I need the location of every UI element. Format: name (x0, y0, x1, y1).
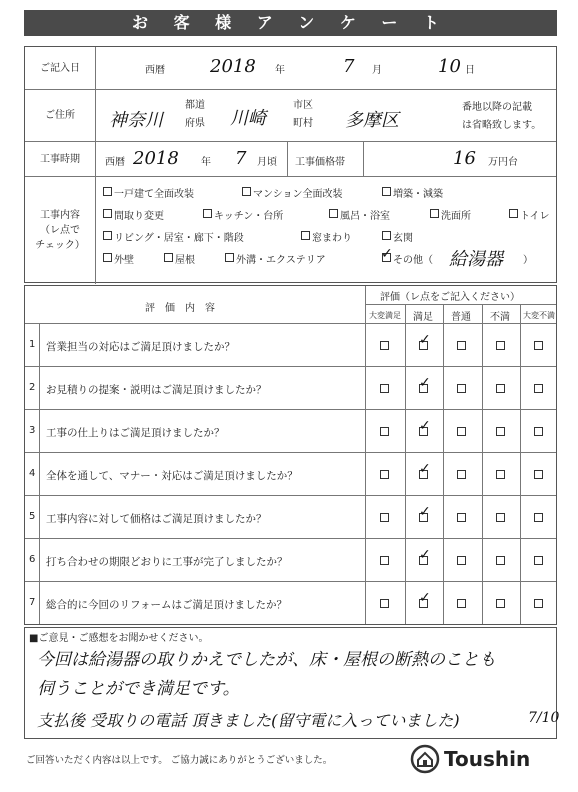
check-mark-icon: ✓ (419, 418, 431, 434)
rating-checkbox[interactable] (457, 341, 466, 350)
level-label: 普通 (451, 312, 471, 323)
house-logo-icon (410, 744, 440, 774)
rating-checkbox[interactable] (380, 384, 389, 393)
level-label: 大変満足 (369, 311, 401, 320)
level-label: 満足 (413, 312, 433, 323)
price-divider (363, 142, 364, 176)
rating-checkbox[interactable] (380, 427, 389, 436)
date-month-unit: 月 (372, 65, 382, 76)
work-label-2: （レ点で (39, 225, 80, 236)
check-mark-icon: ✓ (419, 375, 431, 391)
period-divider (287, 142, 288, 176)
check-mark-icon: ✓ (419, 332, 431, 348)
toushin-logo (410, 744, 530, 774)
evaluation-row (25, 324, 556, 367)
header-divider (365, 304, 556, 305)
level-label: 大変不満 (523, 311, 555, 320)
rating-checkbox[interactable] (534, 599, 543, 608)
period-label: 工事時期 (25, 142, 96, 176)
rating-checkbox[interactable] (457, 513, 466, 522)
checkbox[interactable] (164, 253, 173, 262)
address-ward-value[interactable]: 多摩区 (345, 110, 399, 131)
question-text: 総合的に今回のリフォームはご満足頂けましたか？ (46, 599, 287, 611)
work-option: リビング・居室・廊下・階段 (114, 233, 244, 244)
date-day-unit: 日 (465, 65, 475, 76)
date-year-value[interactable]: 2018 (210, 56, 256, 77)
question-number: 7 (29, 597, 36, 608)
question-text: 工事の仕上りはご満足頂けましたか？ (46, 427, 225, 439)
work-option: 一戸建て全面改装 (114, 189, 194, 200)
question-text: お見積りの提案・説明はご満足頂けましたか？ (46, 384, 267, 396)
work-option: トイレ (520, 211, 550, 222)
address-city-value[interactable]: 川崎 (230, 108, 266, 129)
evaluation-row (25, 367, 556, 410)
evaluation-row (25, 582, 556, 625)
rating-checkbox[interactable] (380, 470, 389, 479)
work-label-1: 工事内容 (39, 210, 80, 221)
rating-checkbox[interactable] (496, 427, 505, 436)
work-option-other: その他（ (393, 255, 433, 266)
evaluation-header (25, 286, 556, 324)
city-label-top: 市区 (293, 100, 313, 111)
address-note-2: は省略致します。 (462, 120, 542, 131)
work-option: 外溝・エクステリア (236, 255, 326, 266)
survey-title: お 客 様 ア ン ケ ー ト (24, 10, 557, 36)
rating-checkbox[interactable] (534, 556, 543, 565)
date-era: 西暦 (145, 65, 165, 76)
rating-checkbox[interactable] (457, 599, 466, 608)
rating-checkbox[interactable] (457, 384, 466, 393)
rating-checkbox[interactable] (496, 341, 505, 350)
rating-checkbox[interactable] (496, 470, 505, 479)
pref-label-bottom: 府県 (185, 118, 205, 129)
checkbox[interactable] (242, 187, 251, 196)
checkbox[interactable] (329, 209, 338, 218)
date-label: ご記入日 (25, 47, 96, 89)
customer-info-form (24, 46, 557, 283)
comments-label: ■ご意見・ご感想をお聞かせください。 (29, 633, 209, 644)
checkbox[interactable] (509, 209, 518, 218)
question-number: 3 (29, 425, 36, 436)
header-label: 評 価 内 容 (145, 303, 215, 314)
checkbox[interactable] (103, 231, 112, 240)
evaluation-row (25, 496, 556, 539)
address-row (25, 90, 556, 142)
rating-checkbox[interactable] (534, 470, 543, 479)
logo-text: Toushin (444, 747, 531, 771)
rating-checkbox[interactable] (534, 427, 543, 436)
header-rating: 評価（レ点をご記入ください） (380, 292, 520, 303)
work-label-3: チェック） (35, 240, 85, 251)
price-label: 工事価格帯 (295, 157, 345, 168)
work-option: 玄関 (393, 233, 413, 244)
rating-checkbox[interactable] (380, 599, 389, 608)
checkbox[interactable] (382, 231, 391, 240)
evaluation-row (25, 539, 556, 582)
rating-checkbox[interactable] (496, 556, 505, 565)
work-option: キッチン・台所 (214, 211, 284, 222)
rating-checkbox[interactable] (457, 556, 466, 565)
question-number: 1 (29, 339, 36, 350)
rating-checkbox[interactable] (534, 513, 543, 522)
period-era: 西暦 (105, 157, 125, 168)
work-label (25, 177, 96, 284)
work-option: 屋根 (175, 255, 195, 266)
rating-checkbox[interactable] (496, 599, 505, 608)
evaluation-row (25, 453, 556, 496)
rating-checkbox[interactable] (457, 470, 466, 479)
comment-date-note: 7/10 (528, 710, 560, 726)
work-row (25, 177, 556, 284)
city-label-bottom: 町村 (293, 118, 313, 129)
question-number: 6 (29, 554, 36, 565)
work-option: マンション全面改装 (253, 189, 343, 200)
check-mark-icon: ✓ (381, 246, 393, 262)
check-mark-icon: ✓ (419, 504, 431, 520)
question-text: 工事内容に対して価格はご満足頂けましたか？ (46, 513, 267, 525)
question-number: 4 (29, 468, 36, 479)
address-prefecture-value[interactable]: 神奈川 (109, 110, 163, 131)
date-row (25, 47, 556, 90)
work-other-value[interactable]: 給湯器 (449, 249, 503, 270)
check-mark-icon: ✓ (419, 590, 431, 606)
checkbox[interactable] (225, 253, 234, 262)
pref-label-top: 都道 (185, 100, 205, 111)
checkbox[interactable] (103, 209, 112, 218)
work-option: 洗面所 (441, 211, 471, 222)
checkbox[interactable] (103, 187, 112, 196)
comment-line-3[interactable]: 支払後 受取りの電話 頂きました(留守電に入っていました) (37, 711, 460, 730)
checkbox[interactable] (301, 231, 310, 240)
period-year-unit: 年 (201, 157, 211, 168)
rating-checkbox[interactable] (496, 384, 505, 393)
check-mark-icon: ✓ (419, 461, 431, 477)
evaluation-table (24, 285, 557, 625)
checkbox[interactable] (203, 209, 212, 218)
period-year-value[interactable]: 2018 (133, 148, 179, 169)
date-month-value[interactable]: 7 (343, 56, 355, 77)
address-label: ご住所 (25, 90, 96, 141)
rating-checkbox[interactable] (380, 513, 389, 522)
price-value[interactable]: 16 (453, 148, 476, 169)
check-mark-icon: ✓ (419, 547, 431, 563)
rating-checkbox[interactable] (457, 427, 466, 436)
evaluation-row (25, 410, 556, 453)
work-option: 窓まわり (312, 233, 352, 244)
question-number: 5 (29, 511, 36, 522)
period-month-unit: 月頃 (257, 157, 277, 168)
period-month-value[interactable]: 7 (235, 148, 247, 169)
comments-box (24, 627, 560, 739)
work-option-other-close: ） (523, 255, 533, 266)
question-number: 2 (29, 382, 36, 393)
date-year-unit: 年 (275, 65, 285, 76)
checkbox[interactable] (430, 209, 439, 218)
price-unit: 万円台 (488, 157, 518, 168)
address-note-1: 番地以降の記載 (462, 102, 532, 113)
comment-line-1[interactable]: 今回は給湯器の取りかえでしたが、床・屋根の断熱のことも (37, 650, 496, 670)
checkbox[interactable] (103, 253, 112, 262)
comment-line-2[interactable]: 伺うことができ満足です。 (37, 679, 240, 699)
level-label: 不満 (490, 312, 510, 323)
work-option: 風呂・浴室 (340, 211, 390, 222)
rating-checkbox[interactable] (380, 556, 389, 565)
checkbox[interactable] (382, 187, 391, 196)
rating-checkbox[interactable] (380, 341, 389, 350)
footer-text: ご回答いただく内容は以上です。 ご協力誠にありがとうございました。 (26, 755, 333, 766)
work-option: 間取り変更 (114, 211, 164, 222)
work-option: 外壁 (114, 255, 134, 266)
period-row (25, 142, 556, 177)
rating-checkbox[interactable] (534, 384, 543, 393)
work-option: 増築・減築 (393, 189, 443, 200)
rating-checkbox[interactable] (534, 341, 543, 350)
date-day-value[interactable]: 10 (438, 56, 461, 77)
question-text: 営業担当の対応はご満足頂けましたか？ (46, 341, 235, 353)
rating-checkbox[interactable] (496, 513, 505, 522)
question-text: 打ち合わせの期限どおりに工事が完了しましたか？ (46, 556, 288, 568)
question-text: 全体を通して、マナー・対応はご満足頂けましたか？ (46, 470, 298, 482)
